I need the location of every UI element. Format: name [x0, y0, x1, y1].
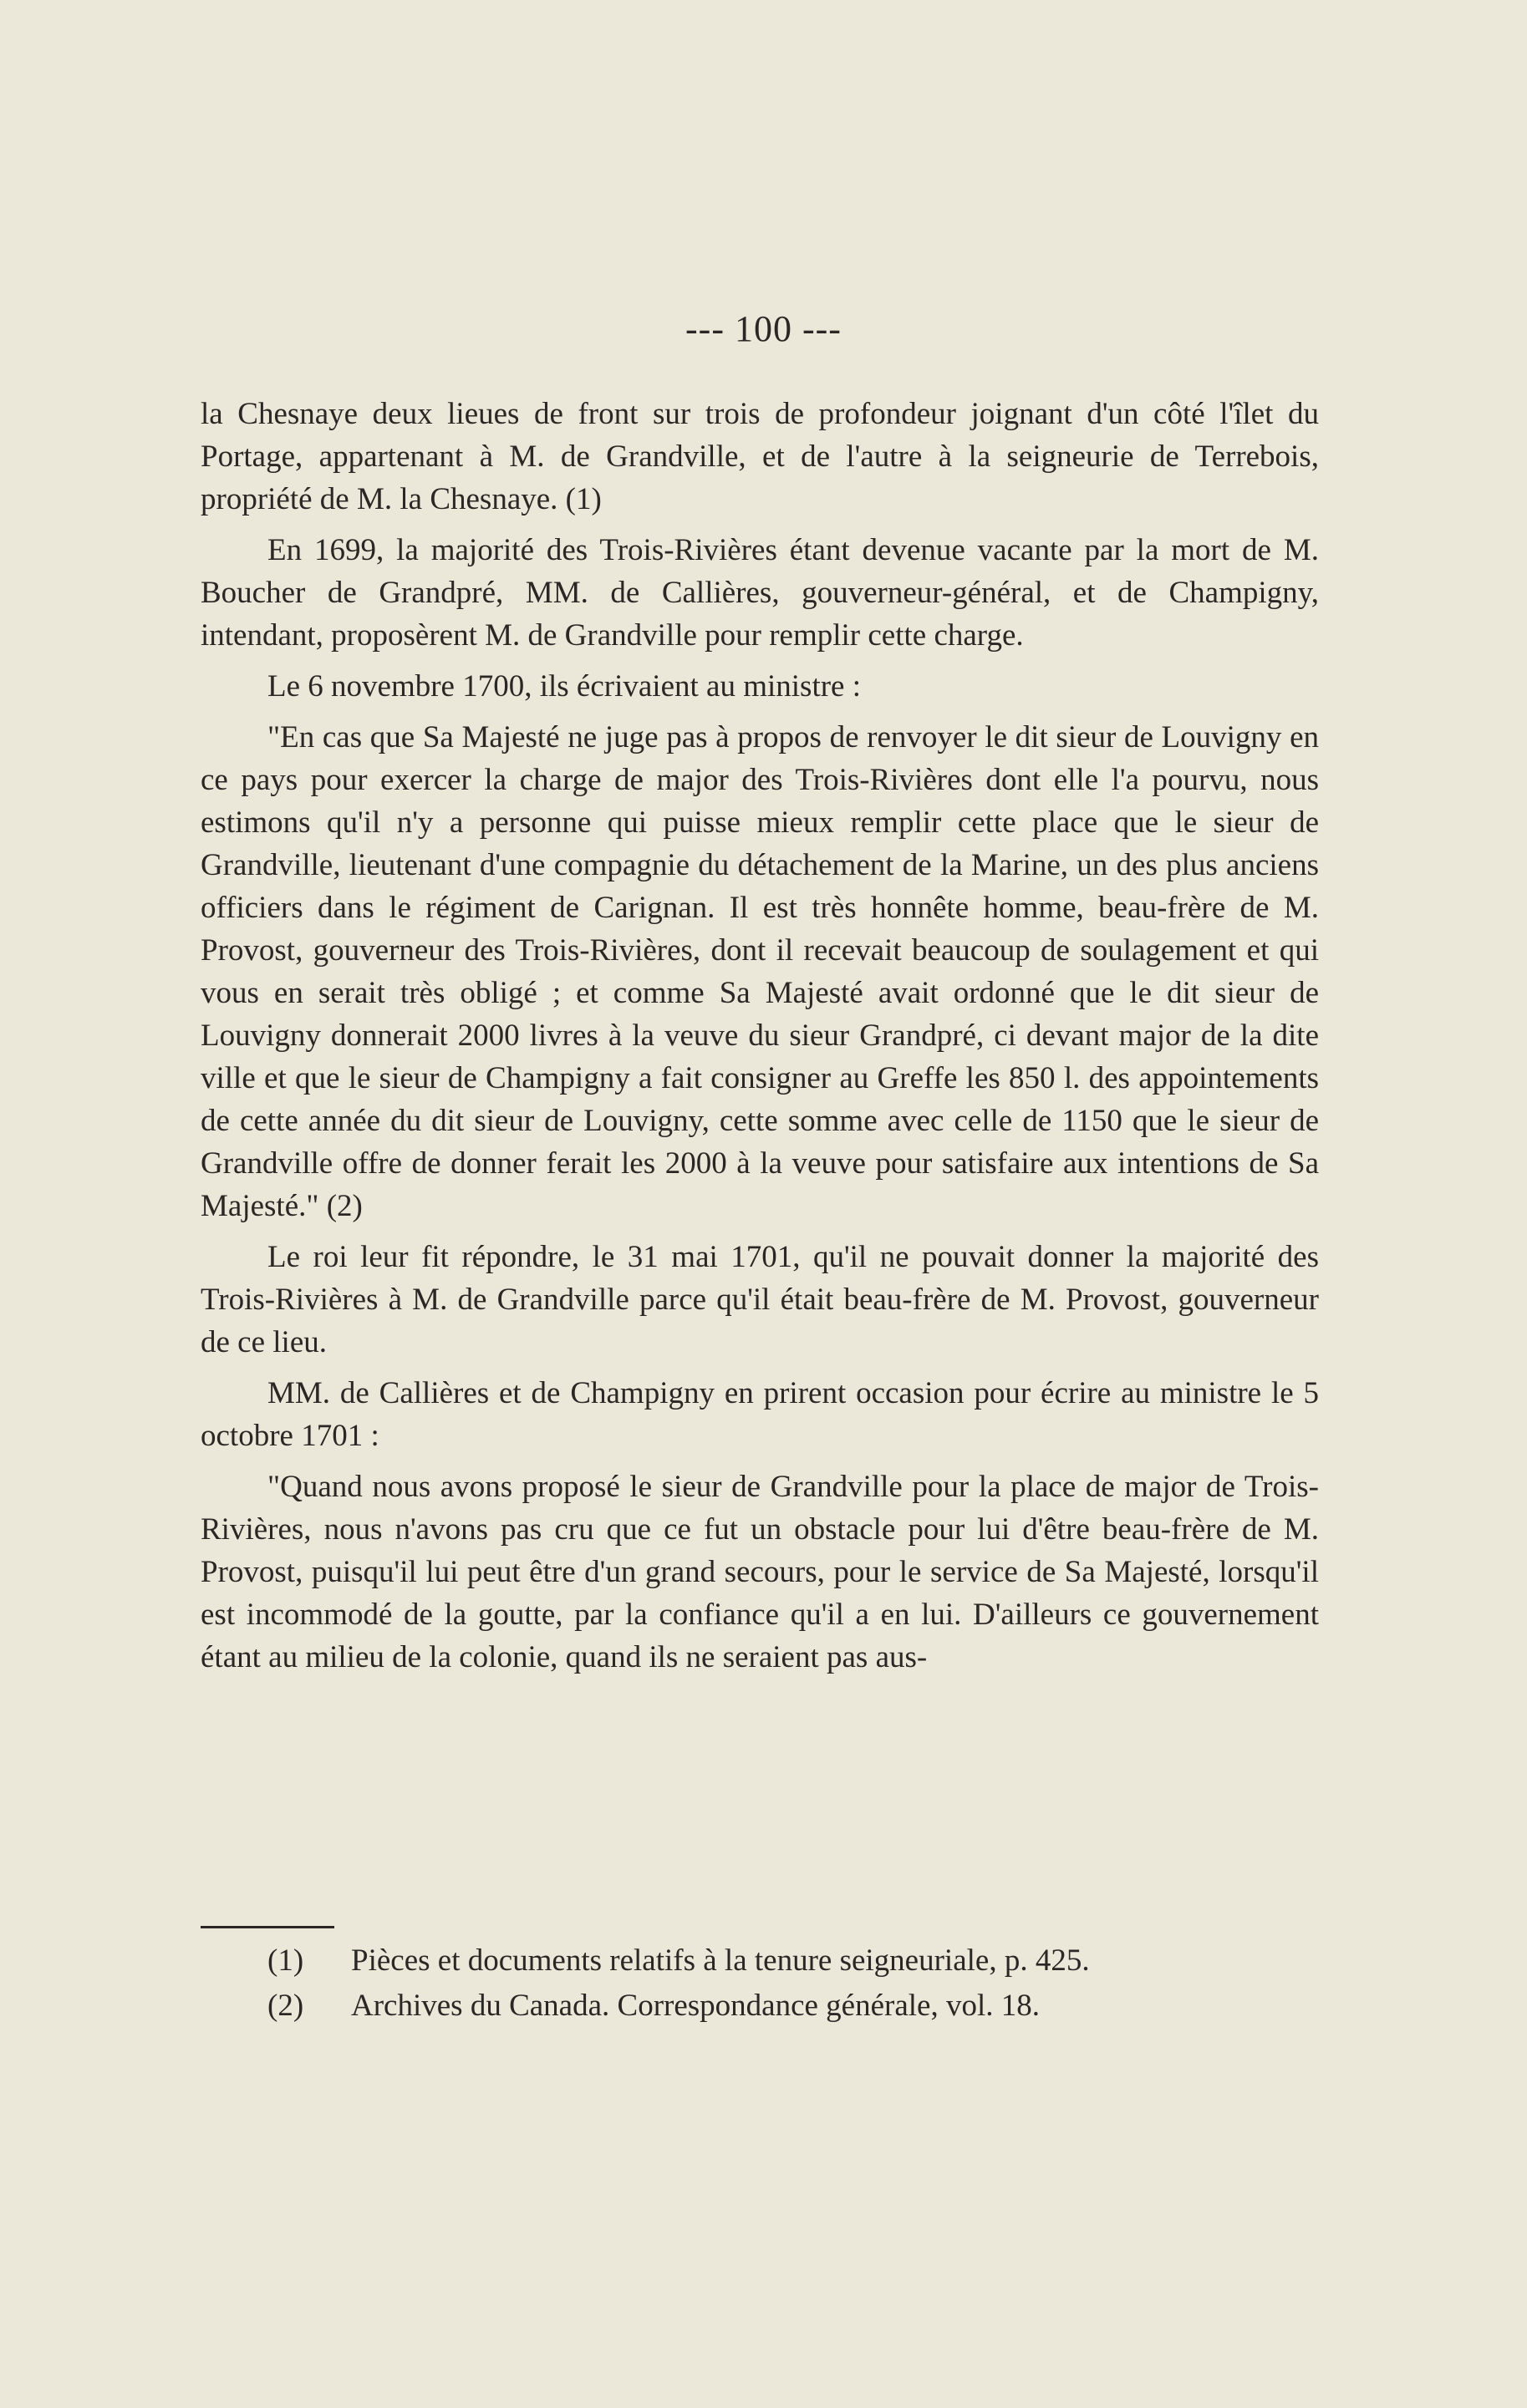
- paragraph-continuation: la Chesnaye deux lieues de front sur trois de profondeur joignant d'un côté l'îlet du Portage, appartenant à M. de Grandville, et de l'autre à la seigneurie de Terrebois, propriété de M. la Chesnaye. (1): [201, 397, 1319, 516]
- quote-letter-1700: "En cas que Sa Majesté ne juge pas à propos de renvoyer le dit sieur de Louvigny en ce pays pour exercer la charge de major des Trois-Rivières dont elle l'a pourvu, nous estimons qu'il n'y a personne qui puisse mieux remplir cette place que le sieur de Grandville, lieutenant d'une compagnie du détachement de la Marine, un des plus anciens officiers dans le régiment de Carignan. Il est très honnête homme, beau-frère de M. Provost, gouverneur des Trois-Rivières, dont il recevait beaucoup de soulagement et qui vous en serait très obligé ; et comme Sa Majesté avait ordonné que le dit sieur de Louvigny donnerait 2000 livres à la veuve du sieur Grandpré, ci devant major de la dite ville et que le sieur de Champigny a fait consigner au Greffe les 850 l. des appointements de cette année du dit sieur de Louvigny, cette somme avec celle de 1150 que le sieur de Grandville offre de donner ferait les 2000 à la veuve pour satisfaire aux intentions de Sa Majesté." (2): [201, 720, 1319, 1223]
- footnote-text: Pièces et documents relatifs à la tenure seigneuriale, p. 425.: [351, 1943, 1090, 1978]
- paragraph-roi-repondre: Le roi leur fit répondre, le 31 mai 1701, qu'il ne pouvait donner la majorité des Trois-Rivières à M. de Grandville parce qu'il était beau-frère de M. Provost, gouverneur de ce lieu.: [201, 1240, 1319, 1359]
- paragraph-majorite-1699: En 1699, la majorité des Trois-Rivières étant devenue vacante par la mort de M. Boucher de Grandpré, MM. de Callières, gouverneur-général, et de Champigny, intendant, proposèrent M. de Grandville pour remplir cette charge.: [201, 533, 1319, 653]
- quote-letter-1701: "Quand nous avons proposé le sieur de Grandville pour la place de major de Trois-Rivières, nous n'avons pas cru que ce fut un obstacle pour lui d'être beau-frère de M. Provost, puisqu'il lui peut être d'un grand secours, pour le service de Sa Majesté, lorsqu'il est incommodé de la goutte, par la confiance qu'il a en lui. D'ailleurs ce gouvernement étant au milieu de la colonie, quand ils ne seraient pas aus-: [201, 1470, 1319, 1674]
- paragraph-6-novembre: Le 6 novembre 1700, ils écrivaient au ministre :: [267, 669, 861, 704]
- body-text: [201, 393, 1319, 1687]
- footnote-marker: (2): [267, 1989, 304, 2023]
- page-number: --- 100 ---: [685, 308, 842, 349]
- footnote-1: [201, 1938, 1319, 1984]
- footnote-2: [201, 1984, 1319, 2029]
- footnote-text: Archives du Canada. Correspondance générale, vol. 18.: [351, 1989, 1040, 2023]
- footnote-divider: [201, 1926, 334, 1928]
- footnote-marker: (1): [267, 1943, 304, 1978]
- footnotes: [201, 1938, 1319, 2029]
- paragraph-callieres-champigny: MM. de Callières et de Champigny en prirent occasion pour écrire au ministre le 5 octobre 1701 :: [201, 1376, 1319, 1453]
